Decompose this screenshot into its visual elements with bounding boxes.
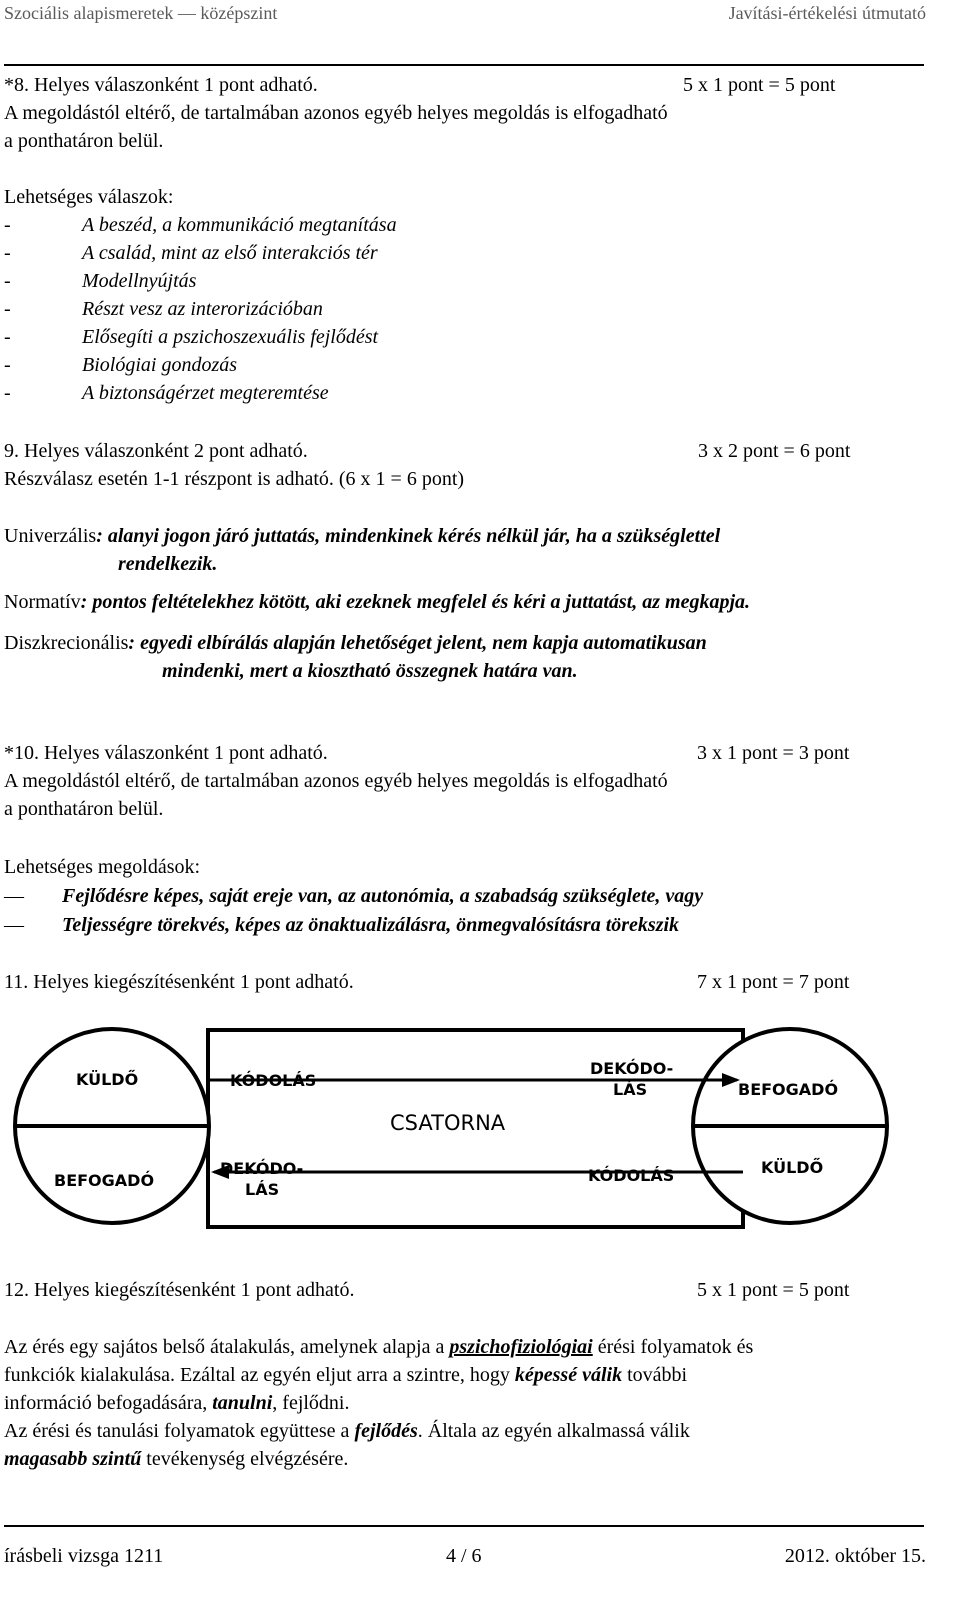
q9-item-normative bbox=[4, 592, 750, 612]
q11-points: 7 x 1 pont = 7 pont bbox=[697, 971, 850, 993]
q8-answer: - A család, mint az első interakciós tér bbox=[4, 242, 378, 264]
q10-note-line2: a ponthatáron belül. bbox=[4, 798, 164, 820]
q8-title: *8. Helyes válaszonként 1 pont adható. bbox=[4, 74, 318, 96]
label-left-bottom: BEFOGADÓ bbox=[54, 1171, 155, 1190]
q10-solutions-heading: Lehetséges megoldások: bbox=[4, 856, 201, 878]
footer-right: 2012. október 15. bbox=[784, 1545, 926, 1567]
q12-answer: tanulni bbox=[212, 1392, 273, 1414]
q12-points: 5 x 1 pont = 5 pont bbox=[697, 1279, 850, 1301]
q8-answer: - Részt vesz az interorizációban bbox=[4, 298, 323, 320]
q12-title: 12. Helyes kiegészítésenként 1 pont adható. bbox=[4, 1279, 355, 1301]
q12-answer: képessé válik bbox=[514, 1364, 623, 1386]
q12-paragraph-line: funkciók kialakulása. Ezáltal az egyén eljut arra a szintre, hogy képessé válik további bbox=[4, 1364, 688, 1386]
q9-partial-note: Részválasz esetén 1-1 részpont is adható. (6 x 1 = 6 pont) bbox=[4, 468, 465, 490]
q12-paragraph-line: magasabb szintű tevékenység elvégzésére. bbox=[4, 1448, 349, 1470]
q8-answer: - Modellnyújtás bbox=[4, 270, 197, 292]
q9-item-universal bbox=[4, 526, 720, 546]
q8-answer: - A beszéd, a kommunikáció megtanítása bbox=[4, 214, 397, 236]
label-right-top: BEFOGADÓ bbox=[738, 1080, 839, 1099]
label-decode-bottom-2: LÁS bbox=[245, 1180, 280, 1199]
q8-answer: - A biztonságérzet megteremtése bbox=[4, 382, 329, 404]
q9-term: Normatív bbox=[4, 591, 81, 613]
q8-answer: - Biológiai gondozás bbox=[4, 354, 238, 376]
q12-answer: pszichofiziológiai bbox=[449, 1336, 593, 1358]
label-left-top: KÜLDŐ bbox=[76, 1070, 139, 1089]
q12-paragraph-line: információ befogadására, tanulni, fejlődni. bbox=[4, 1392, 350, 1414]
q10-points: 3 x 1 pont = 3 pont bbox=[697, 742, 850, 764]
q9-title: 9. Helyes válaszonként 2 pont adható. bbox=[4, 440, 308, 462]
q10-note-line1: A megoldástól eltérő, de tartalmában azonos egyéb helyes megoldás is elfogadható bbox=[4, 770, 668, 792]
q9-definition-cont: mindenki, mert a kiosztható összegnek határa van. bbox=[162, 660, 578, 682]
q10-title: *10. Helyes válaszonként 1 pont adható. bbox=[4, 742, 328, 764]
label-decode-bottom-1: DEKÓDO- bbox=[220, 1159, 304, 1178]
q9-definition: : pontos feltételekhez kötött, aki ezeknek megfelel és kéri a juttatást, az megkapja. bbox=[80, 591, 751, 613]
q11-title: 11. Helyes kiegészítésenként 1 pont adható. bbox=[4, 971, 354, 993]
q8-points: 5 x 1 pont = 5 pont bbox=[683, 74, 836, 96]
footer-rule bbox=[4, 1525, 924, 1527]
label-decode-top-2: LÁS bbox=[613, 1080, 648, 1099]
label-channel: CSATORNA bbox=[390, 1111, 506, 1135]
label-right-bottom: KÜLDŐ bbox=[761, 1158, 824, 1177]
q12-paragraph-line: Az érési és tanulási folyamatok együttese a fejlődés. Általa az egyén alkalmassá válik bbox=[4, 1420, 690, 1442]
header-rule bbox=[4, 64, 924, 66]
q8-answer: - Elősegíti a pszichoszexuális fejlődést bbox=[4, 326, 379, 348]
communication-diagram bbox=[0, 1025, 960, 1235]
q12-paragraph-line: Az érés egy sajátos belső átalakulás, amelynek alapja a pszichofiziológiai érési folyamatok és bbox=[4, 1336, 754, 1358]
q8-note-line1: A megoldástól eltérő, de tartalmában azonos egyéb helyes megoldás is elfogadható bbox=[4, 102, 668, 124]
label-encode-top: KÓDOLÁS bbox=[230, 1071, 317, 1090]
header-right: Javítási-értékelési útmutató bbox=[728, 3, 926, 23]
q9-item-discretionary bbox=[4, 633, 707, 653]
q9-definition-cont: rendelkezik. bbox=[118, 553, 218, 575]
q10-solution: — Fejlődésre képes, saját ereje van, az autonómia, a szabadság szükséglete, vagy bbox=[4, 885, 704, 907]
q12-answer: magasabb szintű bbox=[4, 1448, 142, 1470]
label-encode-bottom: KÓDOLÁS bbox=[588, 1166, 675, 1185]
q12-answer: fejlődés bbox=[354, 1420, 418, 1442]
label-decode-top-1: DEKÓDO- bbox=[590, 1059, 674, 1078]
header-left: Szociális alapismeretek — középszint bbox=[4, 3, 278, 23]
q9-term: Univerzális bbox=[4, 525, 97, 547]
q9-term: Diszkrecionális bbox=[4, 632, 129, 654]
q10-solution: — Teljességre törekvés, képes az önaktualizálásra, önmegvalósításra törekszik bbox=[4, 914, 680, 936]
q9-definition: : egyedi elbírálás alapján lehetőséget jelent, nem kapja automatikusan bbox=[128, 632, 707, 654]
q8-note-line2: a ponthatáron belül. bbox=[4, 130, 164, 152]
q8-answers-heading: Lehetséges válaszok: bbox=[4, 186, 174, 208]
q9-points: 3 x 2 pont = 6 pont bbox=[698, 440, 851, 462]
footer-left: írásbeli vizsga 1211 bbox=[4, 1545, 164, 1567]
q9-definition: : alanyi jogon járó juttatás, mindenkinek kérés nélkül jár, ha a szükséglettel bbox=[96, 525, 721, 547]
footer-page-number: 4 / 6 bbox=[446, 1545, 482, 1567]
